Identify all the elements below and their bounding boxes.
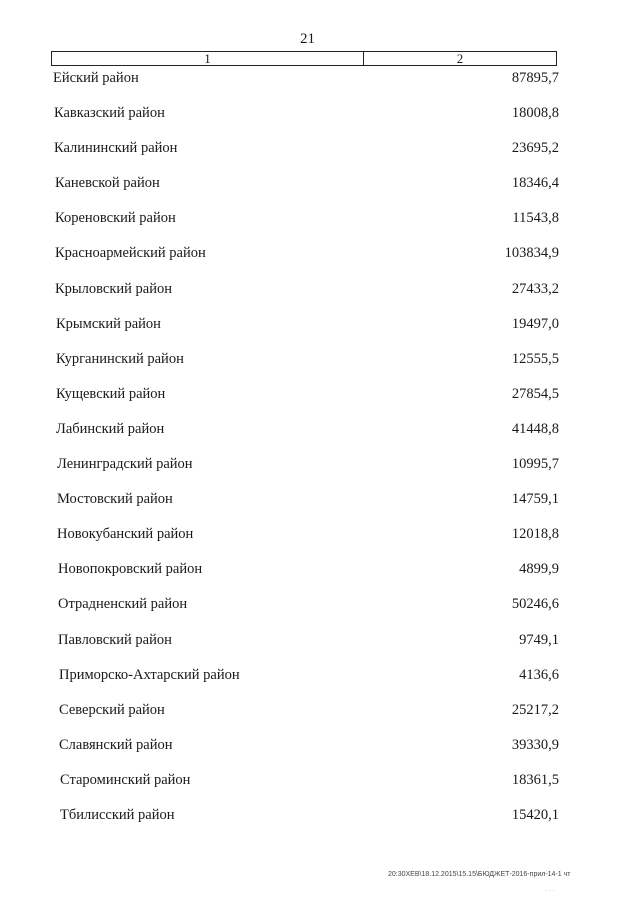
- district-value: 27854,5: [511, 385, 559, 402]
- district-value: 4899,9: [519, 561, 559, 578]
- district-name: Ейский район: [53, 70, 139, 86]
- district-value: 18346,4: [511, 175, 559, 192]
- district-name: Курганинский район: [56, 350, 184, 367]
- table-row: [0, 661, 640, 696]
- district-value: 18361,5: [511, 771, 559, 788]
- table-row: [0, 626, 640, 661]
- district-name: Мостовский район: [57, 491, 173, 508]
- district-value: 39330,9: [511, 736, 559, 753]
- table-row: [0, 555, 640, 590]
- district-value: 87895,7: [511, 70, 559, 86]
- district-table: [0, 64, 640, 836]
- table-row: [0, 204, 640, 239]
- column-header-2: 2: [456, 51, 464, 66]
- table-row: [0, 766, 640, 801]
- table-row: [0, 696, 640, 731]
- table-row: [0, 485, 640, 520]
- district-name: Тбилисский район: [60, 806, 175, 823]
- district-value: 9749,1: [519, 631, 559, 648]
- table-row: [0, 380, 640, 415]
- district-name: Кореновский район: [55, 210, 176, 227]
- table-row: [0, 239, 640, 274]
- district-name: Каневской район: [55, 175, 160, 192]
- district-value: 12555,5: [511, 350, 559, 367]
- district-name: Новокубанский район: [57, 526, 194, 543]
- district-value: 10995,7: [511, 456, 559, 473]
- district-value: 15420,1: [511, 806, 559, 823]
- table-row: [0, 590, 640, 625]
- table-row: [0, 450, 640, 485]
- page-number: 21: [300, 31, 315, 47]
- district-name: Староминский район: [60, 771, 191, 788]
- table-row: [0, 415, 640, 450]
- district-value: 4136,6: [519, 666, 559, 683]
- district-value: 14759,1: [511, 491, 559, 508]
- table-row: [0, 275, 640, 310]
- district-name: Отрадненский район: [58, 596, 188, 613]
- table-row: [0, 99, 640, 134]
- district-value: 12018,8: [511, 526, 559, 543]
- district-value: 23695,2: [511, 140, 559, 157]
- district-name: Крымский район: [56, 315, 161, 332]
- footer-mark: · · ·: [545, 888, 555, 894]
- district-value: 18008,8: [511, 105, 559, 122]
- district-name: Приморско-Ахтарский район: [59, 666, 240, 683]
- district-value: 27433,2: [511, 280, 559, 297]
- district-value: 19497,0: [511, 315, 559, 332]
- table-row: [0, 731, 640, 766]
- district-name: Кавказский район: [54, 105, 165, 122]
- table-row: [0, 310, 640, 345]
- district-value: 41448,8: [511, 420, 559, 437]
- district-name: Славянский район: [59, 736, 173, 753]
- district-name: Красноармейский район: [55, 245, 206, 262]
- district-name: Кущевский район: [56, 385, 166, 402]
- district-name: Павловский район: [58, 631, 172, 648]
- table-row: [0, 345, 640, 380]
- column-header-1: 1: [52, 52, 364, 65]
- file-reference-footer: 20:30ХЕВ\18.12.2015\15.15\БЮДЖЕТ-2016-прил-14-1 чт: [388, 871, 571, 878]
- district-name: Лабинский район: [56, 420, 165, 437]
- district-name: Северский район: [59, 701, 165, 718]
- table-row: [0, 64, 640, 99]
- district-name: Новопокровский район: [58, 561, 203, 578]
- district-name: Калининский район: [54, 140, 178, 157]
- table-row: [0, 169, 640, 204]
- table-row: [0, 801, 640, 836]
- table-row: [0, 134, 640, 169]
- district-value: 25217,2: [511, 701, 559, 718]
- district-name: Крыловский район: [55, 280, 172, 297]
- table-row: [0, 520, 640, 555]
- district-value: 50246,6: [511, 596, 559, 613]
- district-name: Ленинградский район: [57, 456, 193, 473]
- district-value: 11543,8: [512, 210, 559, 227]
- district-value: 103834,9: [504, 245, 559, 262]
